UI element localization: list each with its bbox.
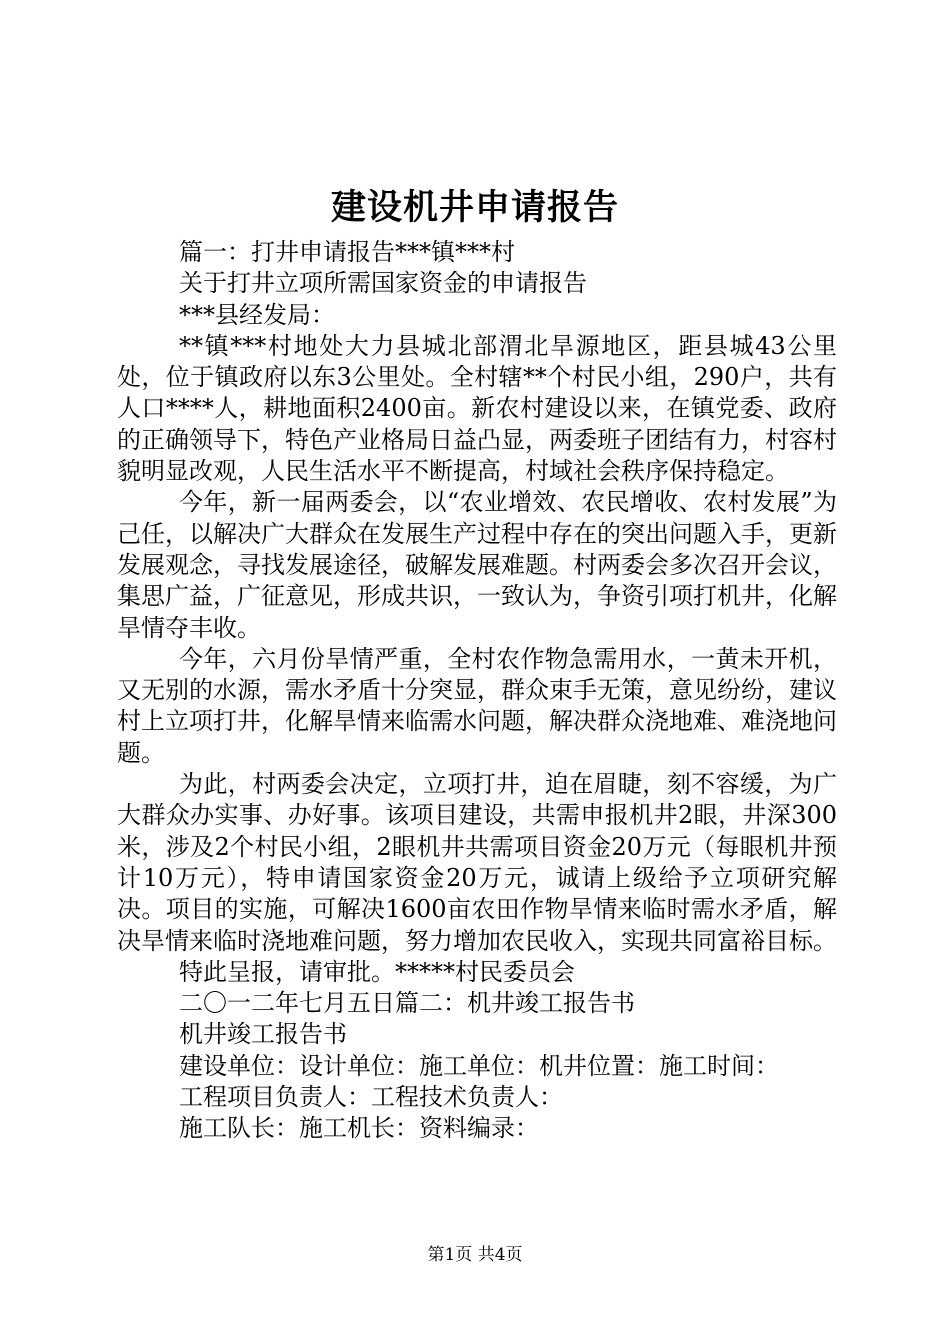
paragraph-responsible-fields: 工程项目负责人：工程技术负责人： bbox=[179, 1083, 563, 1112]
paragraph-date-section-two: 二〇一二年七月五日篇二：机井竣工报告书 bbox=[179, 989, 635, 1018]
paragraph-project-request: 为此，村两委会决定，立项打井，迫在眉睫，刻不容缓，为广大群众办实事、办好事。该项目建设，共需申报机井2眼，井深300米，涉及2个村民小组，2眼机井共需项目资金20万元（每眼机井预计10万元），特申请国家资金20万元，诚请上级给予立项研究解决。项目的实施，可解决1600亩农田作物旱情来临时需水矛盾，解决旱情来临时浇地难问题，努力增加农民收入，实现共同富裕目标。 bbox=[117, 770, 837, 955]
paragraph-addressee: ***县经发局： bbox=[179, 300, 335, 329]
paragraph-development-goals: 今年，新一届两委会，以“农业增效、农民增收、农村发展”为己任，以解决广大群众在发展生产过程中存在的突出问题入手，更新发展观念，寻找发展途径，破解发展难题。村两委会多次召开会议，集思广益，广征意见，形成共识，一致认为，争资引项打机井，化解旱情夺丰收。 bbox=[117, 488, 837, 642]
paragraph-section-one-heading: 篇一：打井申请报告***镇***村 bbox=[179, 238, 515, 266]
paragraph-team-fields: 施工队长：施工机长：资料编录： bbox=[179, 1114, 539, 1143]
paragraph-report-subject: 关于打井立项所需国家资金的申请报告 bbox=[179, 269, 587, 298]
page-number-footer: 第1页 共4页 bbox=[427, 1245, 523, 1265]
paragraph-units-fields: 建设单位：设计单位：施工单位：机井位置：施工时间： bbox=[179, 1051, 779, 1080]
paragraph-drought-situation: 今年，六月份旱情严重，全村农作物急需用水，一黄未开机，又无别的水源，需水矛盾十分突显，群众束手无策，意见纷纷，建议村上立项打井，化解旱情来临需水问题，解决群众浇地难、难浇地问题。 bbox=[117, 644, 837, 767]
document-body bbox=[117, 237, 837, 1145]
paragraph-closing: 特此呈报，请审批。*****村民委员会 bbox=[179, 957, 575, 986]
document-title: 建设机井申请报告 bbox=[330, 187, 619, 228]
paragraph-village-overview: **镇***村地处大力县城北部渭北旱源地区，距县城43公里处，位于镇政府以东3公里处。全村辖**个村民小组，290户，共有人口****人，耕地面积2400亩。新农村建设以来，在镇党委、政府的正确领导下，特色产业格局日益凸显，两委班子团结有力，村容村貌明显改观，人民生活水平不断提高，村域社会秩序保持稳定。 bbox=[117, 331, 837, 486]
paragraph-completion-report-title: 机井竣工报告书 bbox=[179, 1020, 347, 1049]
